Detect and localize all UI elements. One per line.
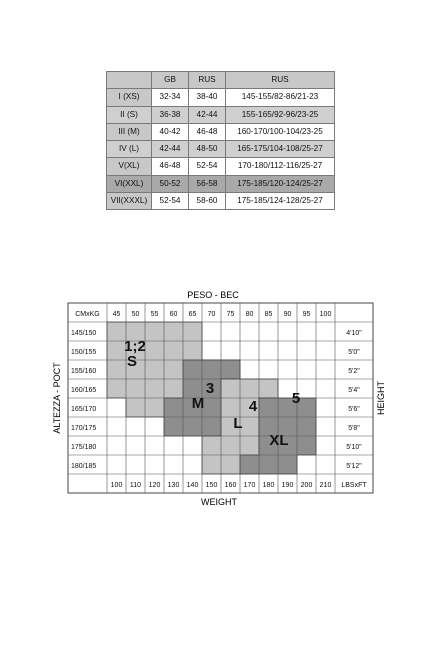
size-table-cell: 50-52: [152, 175, 189, 192]
cm-tick-label: 155/160: [71, 368, 97, 375]
cm-tick-label: 145/150: [71, 330, 97, 337]
size-label-number: 3: [205, 380, 215, 397]
lbs-tick-label: 130: [167, 482, 180, 489]
size-table-cell: 160-170/100-104/23-25: [226, 123, 335, 140]
height-title-left: ALTEZZA - POCT: [52, 362, 62, 434]
size-table-cell: 52-54: [152, 193, 189, 210]
lbs-tick-label: 160: [224, 482, 237, 489]
size-label-letter: S: [126, 353, 138, 370]
size-table-cell: III (M): [107, 123, 152, 140]
size-table-cell: 155-165/92-96/23-25: [226, 106, 335, 123]
kg-tick-label: 80: [245, 311, 254, 318]
ft-tick-label: 5'10": [346, 444, 362, 451]
lbs-tick-label: 180: [262, 482, 275, 489]
size-table-cell: 145-155/82-86/21-23: [226, 89, 335, 106]
size-label-number: 4: [248, 398, 258, 415]
size-table-cell: 56-58: [189, 175, 226, 192]
size-table-cell: I (XS): [107, 89, 152, 106]
size-table-header: RUS: [226, 72, 335, 89]
size-table-cell: 46-48: [189, 123, 226, 140]
size-table-cell: 38-40: [189, 89, 226, 106]
lbs-tick-label: 210: [319, 482, 332, 489]
cm-tick-label: 160/165: [71, 387, 97, 394]
size-table-cell: II (S): [107, 106, 152, 123]
kg-tick-label: 90: [283, 311, 292, 318]
size-label-letter: XL: [269, 432, 289, 449]
size-label-number: 5: [291, 390, 301, 407]
size-table-cell: 52-54: [189, 158, 226, 175]
corner-label-lbsxft: LBSxFT: [341, 482, 367, 489]
size-table-cell: 46-48: [152, 158, 189, 175]
size-table-cell: 48-50: [189, 141, 226, 158]
kg-tick-label: 75: [226, 311, 235, 318]
size-table-cell: 42-44: [152, 141, 189, 158]
size-label-number: 1;2: [124, 338, 146, 355]
size-table-cell: 170-180/112-116/25-27: [226, 158, 335, 175]
ft-tick-label: 5'4": [348, 387, 360, 394]
kg-tick-label: 60: [169, 311, 178, 318]
cm-tick-label: 170/175: [71, 425, 97, 432]
kg-tick-label: 95: [302, 311, 311, 318]
height-title-right: HEIGHT: [376, 380, 386, 416]
kg-tick-label: 50: [131, 311, 140, 318]
lbs-tick-label: 190: [281, 482, 294, 489]
lbs-tick-label: 150: [205, 482, 218, 489]
kg-tick-label: 65: [188, 311, 197, 318]
lbs-tick-label: 110: [129, 482, 142, 489]
size-table-cell: 175-185/120-124/25-27: [226, 175, 335, 192]
size-table-cell: 32-34: [152, 89, 189, 106]
size-table-header: GB: [152, 72, 189, 89]
size-table-cell: 175-185/124-128/25-27: [226, 193, 335, 210]
cm-tick-label: 165/170: [71, 406, 97, 413]
size-table-cell: 40-42: [152, 123, 189, 140]
kg-tick-label: 45: [112, 311, 121, 318]
ft-tick-label: 5'12": [346, 463, 362, 470]
lbs-tick-label: 100: [110, 482, 123, 489]
size-table-cell: 42-44: [189, 106, 226, 123]
lbs-tick-label: 120: [148, 482, 161, 489]
ft-tick-label: 5'6": [348, 406, 360, 413]
size-table-cell: 58-60: [189, 193, 226, 210]
cm-tick-label: 175/180: [71, 444, 97, 451]
ft-tick-label: 5'8": [348, 425, 360, 432]
size-table-cell: VII(XXXL): [107, 193, 152, 210]
size-table-cell: VI(XXL): [107, 175, 152, 192]
ft-tick-label: 5'0": [348, 349, 360, 356]
size-table-cell: V(XL): [107, 158, 152, 175]
size-table-cell: 165-175/104-108/25-27: [226, 141, 335, 158]
cm-tick-label: 150/155: [71, 349, 97, 356]
lbs-tick-label: 200: [300, 482, 313, 489]
weight-title-top: PESO - BEC: [187, 290, 239, 300]
lbs-tick-label: 170: [243, 482, 256, 489]
size-table-cell: 36-38: [152, 106, 189, 123]
lbs-tick-label: 140: [186, 482, 199, 489]
size-label-letter: L: [233, 415, 243, 432]
corner-label-cmxkg: CMxKG: [75, 311, 100, 318]
kg-tick-label: 55: [150, 311, 159, 318]
kg-tick-label: 70: [207, 311, 216, 318]
kg-tick-label: 85: [264, 311, 273, 318]
ft-tick-label: 5'2": [348, 368, 360, 375]
ft-tick-label: 4'10": [346, 330, 362, 337]
size-label-letter: M: [191, 395, 205, 412]
cm-tick-label: 180/185: [71, 463, 97, 470]
size-table-header: RUS: [189, 72, 226, 89]
kg-tick-label: 100: [319, 311, 332, 318]
size-table-cell: IV (L): [107, 141, 152, 158]
weight-title-bottom: WEIGHT: [201, 497, 237, 507]
